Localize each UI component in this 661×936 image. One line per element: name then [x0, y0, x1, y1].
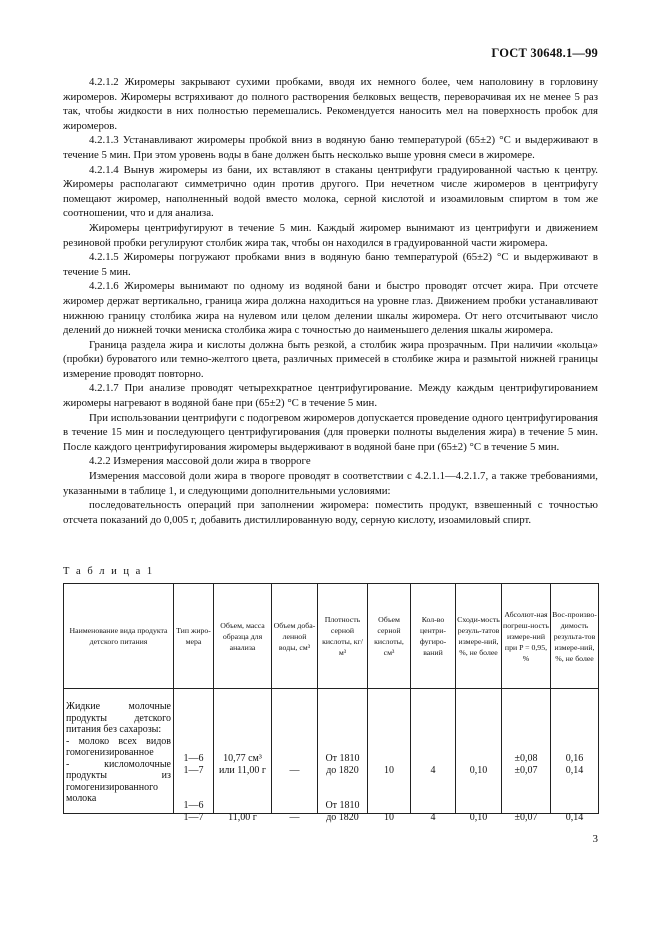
reprod-cell: 0,16 0,14 — [565, 753, 584, 776]
sample-cell: 11,00 г — [228, 812, 257, 823]
product-cell — [64, 689, 174, 814]
paragraph: Жиромеры центрифугируют в течение 5 мин. Каждый жиромер вынимают из центрифуги и движением резиновой пробки регулируют столбик жира так, чтобы он находился в градуированной части жиромера. — [63, 221, 598, 249]
data-table — [63, 583, 599, 823]
paragraph: Граница раздела жира и кислоты должна быть резкой, а столбик жира прозрачным. При наличии «кольца» (пробки) буроватого или темно-желтого цвета, различных примесей в столбике жира и размытой нижней границы измерение проводят повторно. — [63, 338, 598, 380]
table-row — [64, 689, 599, 814]
density-cell: От 1810 до 1820 — [325, 800, 360, 823]
section-heading: 4.2.2 Измерения массовой доли жира в творроге — [89, 455, 311, 468]
paragraph: 4.2.1.5 Жиромеры погружают пробками вниз в водяную баню температурой (65±2) °С и выдерживают в течение 5 мин. — [63, 251, 598, 278]
paragraph: 4.2.1.7 При анализе проводят четырехкратное центрифугирование. Между каждым центрифугированием жиромеры нагревают в водяной бане при (65±2) °С в течение 5 мин. — [63, 382, 598, 410]
product-group: Жидкие молочные продукты детского питания без сахарозы: — [66, 701, 171, 735]
col-header-water: Объем доба-ленной воды, см³ — [272, 584, 318, 689]
body-text — [63, 75, 598, 527]
acid-cell: 10 — [384, 812, 394, 823]
error-cell: ±0,07 — [514, 812, 538, 823]
sample-cell: 10,77 см³ или 11,00 г — [219, 753, 266, 776]
col-header-acid: Объем серной кислоты, см³ — [368, 584, 411, 689]
repeat-cell: 0,10 — [469, 812, 488, 823]
col-header-count: Кол-во центри-фугиро-ваний — [411, 584, 456, 689]
paragraph: 4.2.1.4 Вынув жиромеры из бани, их вставляют в стаканы центрифуги градуированной частью к центру. Жиромеры располагают симметрично один против другого. При нечетном числе жиромеров в центрифугу помещают жиромер, наполненный водой вместо молока, серной кислотой и изоамиловым спиртом в том же соотношении, что и для анализа. — [63, 163, 598, 220]
table-caption: Т а б л и ц а 1 — [63, 566, 155, 577]
acid-cell: 10 — [384, 765, 394, 776]
table-header-row — [64, 584, 599, 689]
repeat-cell: 0,10 — [469, 765, 488, 776]
type-cell: 1—6 1—7 — [183, 753, 204, 776]
product-item: - кисломолочные продукты из гомогенизированного молока — [66, 758, 171, 804]
count-cell: 4 — [430, 812, 436, 823]
paragraph: 4.2.1.3 Устанавливают жиромеры пробкой вниз в водяную баню температурой (65±2) °С и выдерживают в течение 5 мин. При этом уровень воды в бане должен быть несколько выше уровня смеси в жиромере. — [63, 134, 598, 161]
col-header-repeatability: Сходи-мость резуль-татов измере-ний, %, не более — [456, 584, 502, 689]
water-cell: — — [289, 812, 300, 823]
col-header-type: Тип жиро-мера — [174, 584, 214, 689]
col-header-density: Плотность серной кислоты, кг/м³ — [318, 584, 368, 689]
paragraph: При использовании центрифуги с подогревом жиромеров допускается проведение одного центрифугирования в течение 15 мин и последующего центрифугирования (для проверки полноты выделения жира) в течение 5 мин. После каждого центрифугирования жиромеры выдерживают в водяной бане при (65±2) °С в течение 5 мин. — [63, 411, 598, 453]
col-header-error: Абсолют-ная погреш-ность измере-ний при P = 0,95, % — [502, 584, 551, 689]
product-item: - молоко всех видов гомогенизированное — [66, 735, 171, 758]
paragraph: 4.2.1.6 Жиромеры вынимают по одному из водяной бани и быстро проводят отсчет жира. При отсчете жиромер держат вертикально, граница жира должна находиться на уровне глаз. Движением пробки устанавливают нижнюю границу столбика жира на нулевом или целом делении шкалы жиромера. От него отсчитывают число делений до нижней точки мениска столбика жира с точностью до наименьшего деления шкалы жиромера. — [63, 280, 598, 337]
document-header: ГОСТ 30648.1—99 — [491, 46, 598, 60]
col-header-sample: Объем, масса образца для анализа — [214, 584, 272, 689]
page-number: 3 — [592, 833, 598, 845]
water-cell: — — [289, 765, 300, 776]
paragraph: 4.2.1.2 Жиромеры закрывают сухими пробками, вводя их немного более, чем наполовину в горловину жиромеров. Жиромеры встряхивают до полного растворения белковых веществ, переворачивая их не менее 5 раз так, чтобы жидкости в них полностью перемешались. Рекомендуется наносить мел на поверхность пробок для жиромеров. — [63, 76, 598, 132]
col-header-product: Наименование вида продукта детского питания — [64, 584, 174, 689]
count-cell: 4 — [430, 765, 436, 776]
density-cell: От 1810 до 1820 — [325, 753, 360, 776]
reprod-cell: 0,14 — [565, 812, 584, 823]
paragraph: последовательность операций при заполнении жиромера: поместить продукт, взвешенный с точностью отсчета показаний до 0,005 г, добавить дистиллированную воду, серную кислоту, изоамиловый спирт. — [63, 499, 598, 526]
paragraph: Измерения массовой доли жира в твороге проводят в соответствии с 4.2.1.1—4.2.1.7, а также требованиями, указанными в таблице 1, и следующими дополнительными условиями: — [63, 470, 598, 497]
col-header-reproducibility: Вос-произво-димость результа-тов измере-ний, %, не более — [551, 584, 599, 689]
error-cell: ±0,08 ±0,07 — [514, 753, 538, 776]
type-cell: 1—6 1—7 — [183, 800, 204, 823]
